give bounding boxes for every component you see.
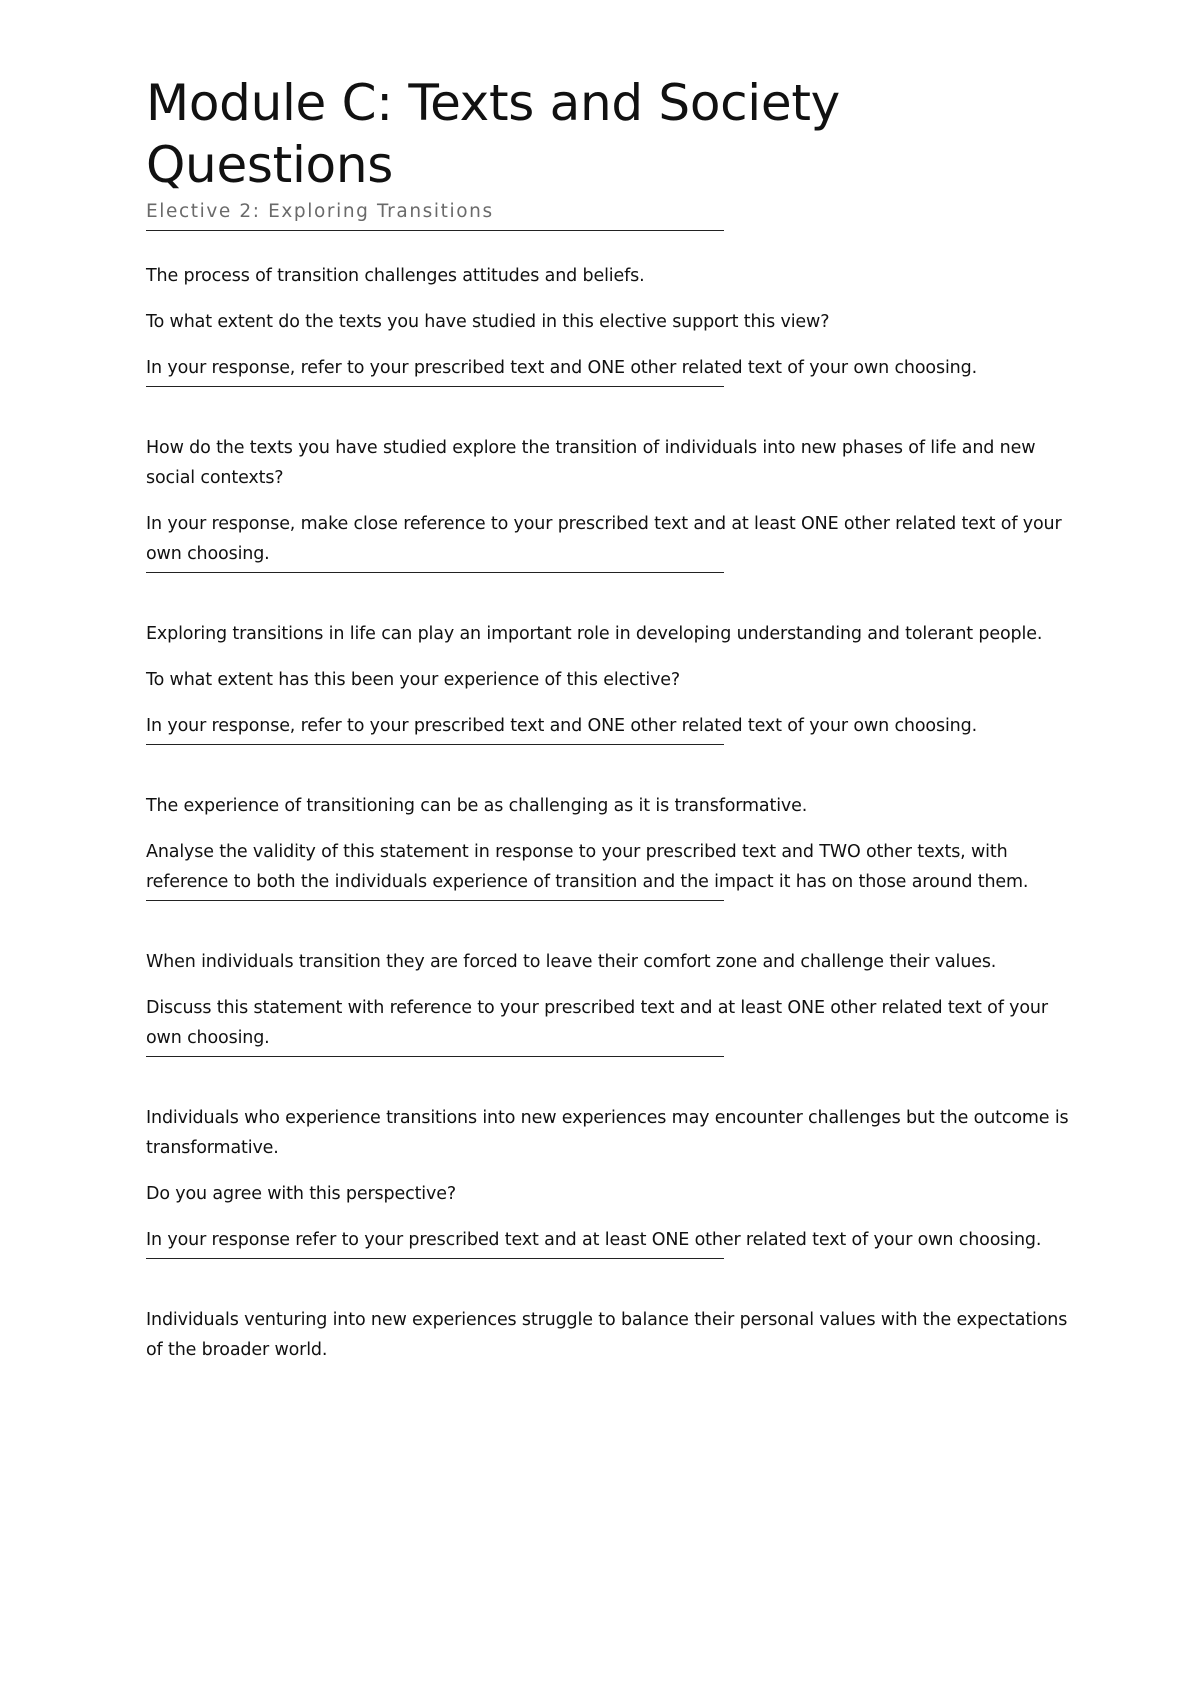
- section-divider: [146, 1056, 724, 1057]
- question-block: [146, 947, 1076, 1053]
- section-divider: [146, 1258, 724, 1259]
- section-divider: [146, 386, 724, 387]
- document-subtitle: Elective 2: Exploring Transitions: [146, 201, 494, 222]
- question-paragraph: In your response, refer to your prescribed text and ONE other related text of your own choosing.: [146, 358, 977, 378]
- question-paragraph: In your response, make close reference to your prescribed text and at least ONE other related text of your own choosing.: [146, 514, 1062, 564]
- question-paragraph: How do the texts you have studied explore the transition of individuals into new phases of life and new social contexts?: [146, 438, 1036, 488]
- question-paragraph: In your response refer to your prescribed text and at least ONE other related text of your own choosing.: [146, 1230, 1042, 1250]
- document-page: [146, 72, 1076, 1365]
- question-block: [146, 619, 1076, 741]
- document-title: Module C: Texts and Society Questions: [146, 74, 840, 194]
- question-paragraph: In your response, refer to your prescribed text and ONE other related text of your own choosing.: [146, 716, 977, 736]
- question-paragraph: The process of transition challenges attitudes and beliefs.: [146, 266, 645, 286]
- question-paragraph: Do you agree with this perspective?: [146, 1184, 456, 1204]
- section-divider: [146, 230, 724, 231]
- question-paragraph: Individuals venturing into new experiences struggle to balance their personal values with the expectations of the broader world.: [146, 1310, 1068, 1360]
- question-block: [146, 433, 1076, 569]
- question-paragraph: The experience of transitioning can be as challenging as it is transformative.: [146, 796, 808, 816]
- question-paragraph: Exploring transitions in life can play an important role in developing understanding and tolerant people.: [146, 624, 1043, 644]
- question-paragraph: To what extent has this been your experience of this elective?: [146, 670, 681, 690]
- question-paragraph: When individuals transition they are forced to leave their comfort zone and challenge their values.: [146, 952, 997, 972]
- section-divider: [146, 900, 724, 901]
- question-block: [146, 1305, 1076, 1365]
- question-paragraph: Individuals who experience transitions into new experiences may encounter challenges but the outcome is transformative.: [146, 1108, 1069, 1158]
- question-paragraph: To what extent do the texts you have studied in this elective support this view?: [146, 312, 830, 332]
- section-divider: [146, 572, 724, 573]
- question-paragraph: Analyse the validity of this statement in response to your prescribed text and TWO other texts, with reference to both the individuals experience of transition and the impact it has on those around them.: [146, 842, 1029, 892]
- section-divider: [146, 744, 724, 745]
- question-block: [146, 791, 1076, 897]
- question-block: [146, 261, 1076, 383]
- question-paragraph: Discuss this statement with reference to your prescribed text and at least ONE other related text of your own choosing.: [146, 998, 1048, 1048]
- question-block: [146, 1103, 1076, 1255]
